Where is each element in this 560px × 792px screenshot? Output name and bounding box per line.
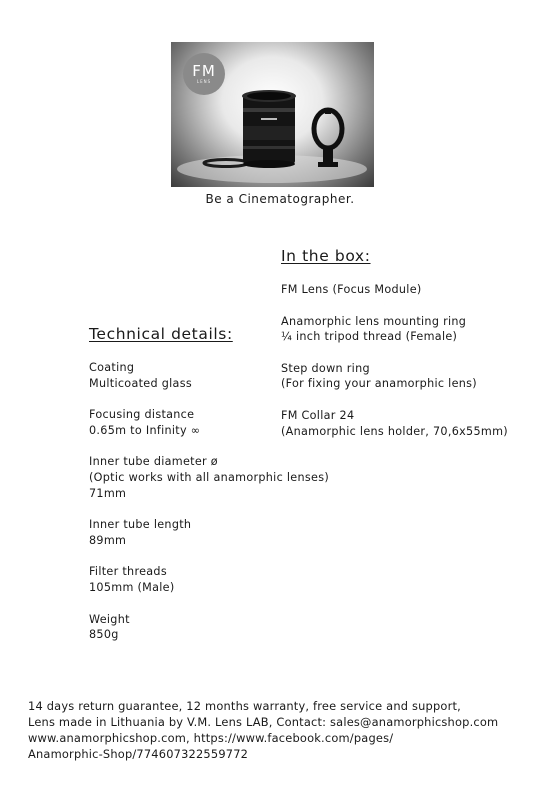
footer-line: Anamorphic-Shop/774607322559772 (28, 747, 249, 761)
footer-line: Lens made in Lithuania by V.M. Lens LAB, Contact: sales@anamorphicshop.com (28, 715, 499, 729)
logo-subtext: LENS (196, 79, 212, 84)
detail-value: 105mm (Male) (89, 580, 175, 594)
detail-item (89, 517, 329, 548)
detail-value: 0.65m to Infinity ∞ (89, 423, 201, 437)
technical-details-heading: Technical details: (89, 325, 233, 343)
logo-text: FM (192, 62, 216, 80)
detail-value: (Anamorphic lens holder, 70,6x55mm) (281, 424, 508, 438)
detail-item (89, 407, 329, 438)
detail-item (89, 360, 329, 391)
detail-label: FM Lens (Focus Module) (281, 283, 422, 296)
tagline: Be a Cinematographer. (205, 192, 355, 206)
detail-label: Weight (89, 612, 130, 626)
detail-label: Focusing distance (89, 408, 195, 422)
lens-body (242, 90, 296, 168)
detail-value: 71mm (89, 486, 127, 500)
detail-item (281, 314, 508, 345)
detail-value: 89mm (89, 533, 127, 547)
detail-value: ¼ inch tripod thread (Female) (281, 330, 458, 344)
lens-illustration (171, 42, 374, 187)
detail-value: Multicoated glass (89, 376, 192, 390)
detail-label: Coating (89, 361, 135, 374)
technical-details-list (89, 360, 329, 659)
detail-label: Anamorphic lens mounting ring (281, 314, 467, 328)
footer-line: 14 days return guarantee, 12 months warranty, free service and support, (28, 699, 461, 713)
detail-label: Filter threads (89, 565, 167, 579)
detail-value: 850g (89, 628, 119, 642)
detail-item (89, 564, 329, 595)
detail-item (89, 454, 329, 501)
product-photo (171, 42, 374, 187)
detail-label: FM Collar 24 (281, 408, 355, 422)
detail-value: (Optic works with all anamorphic lenses) (89, 470, 329, 484)
in-box-heading: In the box: (281, 247, 371, 265)
detail-item (281, 282, 508, 298)
detail-label: Inner tube length (89, 518, 192, 532)
detail-label: Inner tube diameter ø (89, 455, 218, 469)
detail-label: Step down ring (281, 361, 370, 375)
footer-line: www.anamorphicshop.com, https://www.facebook.com/pages/ (28, 731, 394, 745)
detail-item (89, 612, 329, 643)
detail-value: (For fixing your anamorphic lens) (281, 377, 477, 391)
footer-info (28, 698, 498, 762)
